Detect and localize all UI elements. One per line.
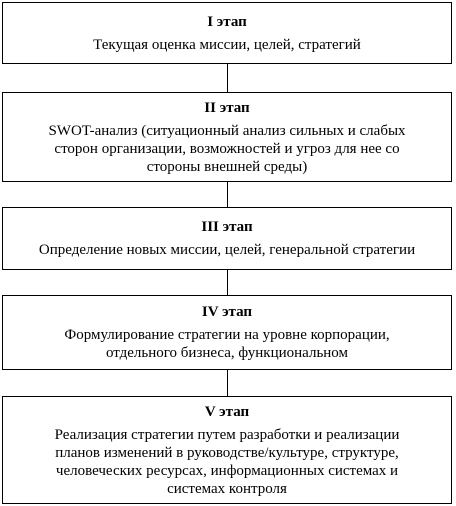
stage-3-title: III этап [201,219,253,235]
stage-3-line-1: Определение новых миссии, целей, генеральной стратегии [38,242,416,258]
stage-4-box [2,295,452,370]
stage-5-line-2: планов изменений в руководстве/культуре, структуре, [55,444,399,461]
stage-4-title: IV этап [201,304,253,320]
stage-2-line-2: сторон организации, возможностей и угроз для нее со [54,140,400,157]
stage-5-line-1: Реализация стратегии путем разработки и реализации [54,426,400,443]
stage-2-line-3: стороны внешней среды) [146,158,308,175]
stage-5-line-3: человеческих ресурсах, информационных системах и [55,462,399,479]
connector-line-1-2 [227,64,228,92]
connector-line-3-4 [227,270,228,295]
stage-3-box [2,207,452,270]
stage-5-line-4: системах контроля [167,480,287,497]
stage-3-description [29,241,425,259]
stage-5-description [45,426,410,498]
stage-4-description [54,326,399,362]
connector-line-4-5 [227,370,228,396]
connector-line-2-3 [227,182,228,207]
stage-1-title: I этап [207,13,247,30]
stage-2-box [2,92,452,182]
stage-4-line-1: Формулирование стратегии на уровне корпорации, [64,327,390,343]
stage-2-line-1: SWOT-анализ (ситуационный анализ сильных и слабых [48,122,406,139]
stage-2-description [38,122,415,176]
stage-2-title: II этап [204,99,250,116]
stage-5-title: V этап [204,403,250,420]
stage-1-box [2,2,452,64]
stage-5-box [2,396,452,504]
stage-1-line-1: Текущая оценка миссии, целей, стратегий [93,36,361,53]
stage-1-description [83,36,371,54]
stage-4-line-2: отдельного бизнеса, функциональном [105,345,349,361]
